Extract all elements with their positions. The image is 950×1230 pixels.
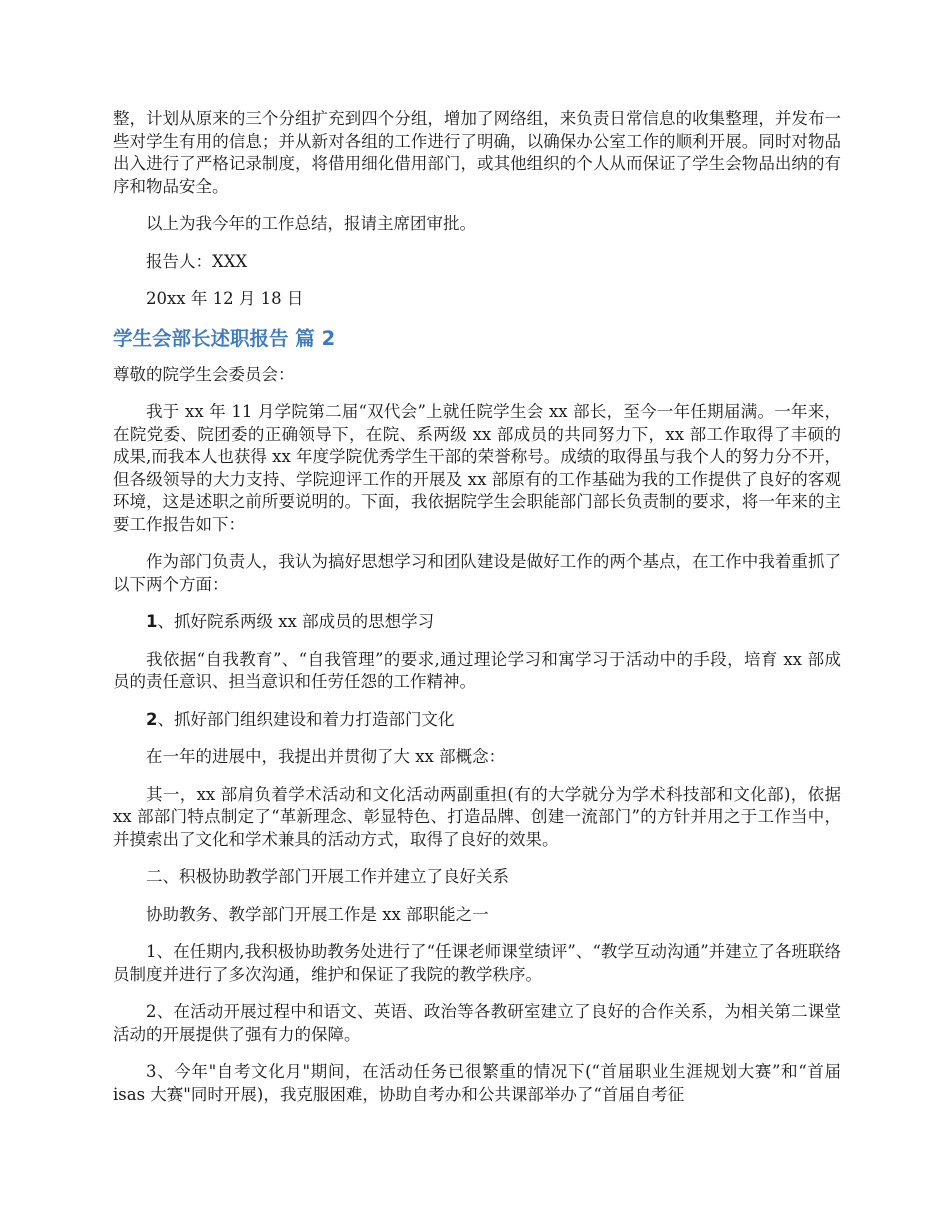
list-item-1-number: 1 bbox=[146, 612, 158, 631]
paragraph-closing-summary: 以上为我今年的工作总结，报请主席团审批。 bbox=[146, 214, 476, 233]
list-item-2-number: 2 bbox=[146, 709, 158, 729]
paragraph-focus: 作为部门负责人，我认为搞好思想学习和团队建设是做好工作的两个基点，在工作中我着重抓了以下两个方面： bbox=[113, 552, 841, 594]
paragraph-assist: 协助教务、教学部门开展工作是 xx 部职能之一 bbox=[146, 904, 489, 924]
reporter-line: 报告人：XXX bbox=[146, 251, 248, 271]
paragraph-point-3: 3、今年"自考文化月"期间，在活动任务已很繁重的情况下(“首届职业生涯规划大赛”和“首届 isas 大赛"同时开展)，我克服困难，协助自考办和公共课部举办了“首届自考征 bbox=[113, 1062, 841, 1104]
salutation: 尊敬的院学生会委员会： bbox=[113, 364, 295, 384]
document-body bbox=[113, 108, 841, 1121]
date-line: 20xx 年 12 月 18 日 bbox=[146, 289, 304, 308]
paragraph-item1: 我依据“自我教育”、“自我管理”的要求,通过理论学习和寓学习于活动中的手段，培育 xx 部成员的责任意识、担当意识和任劳任怨的工作精神。 bbox=[113, 649, 841, 691]
paragraph-intro: 我于 xx 年 11 月学院第二届“双代会”上就任院学生会 xx 部长，至今一年任期届满。一年来，在院党委、院团委的正确领导下，在院、系两级 xx 部成员的共同努力下，xx 部工作取得了丰硕的成果,而我本人也获得 xx 年度学院优秀学生干部的荣誉称号。成绩的取得虽与我个人的努力分不开，但各级领导的大力支持、学院迎评工作的开展及 xx 部原有的工作基础为我的工作提供了良好的客观环境，这是述职之前所要说明的。下面，我依据院学生会职能部门部长负责制的要求，将一年来的主要工作报告如下： bbox=[113, 402, 841, 534]
list-item-1 bbox=[113, 611, 841, 634]
list-item-2-text: 、抓好部门组织建设和着力打造部门文化 bbox=[157, 709, 455, 729]
paragraph-office-work: 整，计划从原来的三个分组扩充到四个分组，增加了网络组，来负责日常信息的收集整理，并发布一些对学生有用的信息；并从新对各组的工作进行了明确，以确保办公室工作的顺利开展。同时对物品出入进行了严格记录制度，将借用细化借用部门，或其他组织的个人从而保证了学生会物品出纳的有序和物品安全。 bbox=[113, 109, 841, 196]
paragraph-first: 其一，xx 部肩负着学术活动和文化活动两副重担(有的大学就分为学术科技部和文化部)，依据 xx 部部门特点制定了“革新理念、彰显特色、打造品牌、创建一流部门”的方针并用之于工作当中，并摸索出了文化和学术兼具的活动方式，取得了良好的效果。 bbox=[113, 784, 841, 849]
paragraph-point-1: 1、在任期内,我积极协助教务处进行了“任课老师课堂绩评”、“教学互动沟通”并建立了各班联络员制度并进行了多次沟通，维护和保证了我院的教学秩序。 bbox=[113, 942, 841, 984]
section-heading: 学生会部长述职报告 篇 2 bbox=[113, 326, 336, 350]
paragraph-concept: 在一年的进展中，我提出并贯彻了大 xx 部概念： bbox=[146, 747, 506, 766]
paragraph-point-2: 2、在活动开展过程中和语文、英语、政治等各教研室建立了良好的合作关系，为相关第二课堂活动的开展提供了强有力的保障。 bbox=[113, 1002, 841, 1044]
paragraph-section-2: 二、积极协助教学部门开展工作并建立了良好关系 bbox=[146, 867, 509, 886]
list-item-2 bbox=[113, 709, 841, 732]
list-item-1-text: 、抓好院系两级 xx 部成员的思想学习 bbox=[157, 612, 435, 631]
